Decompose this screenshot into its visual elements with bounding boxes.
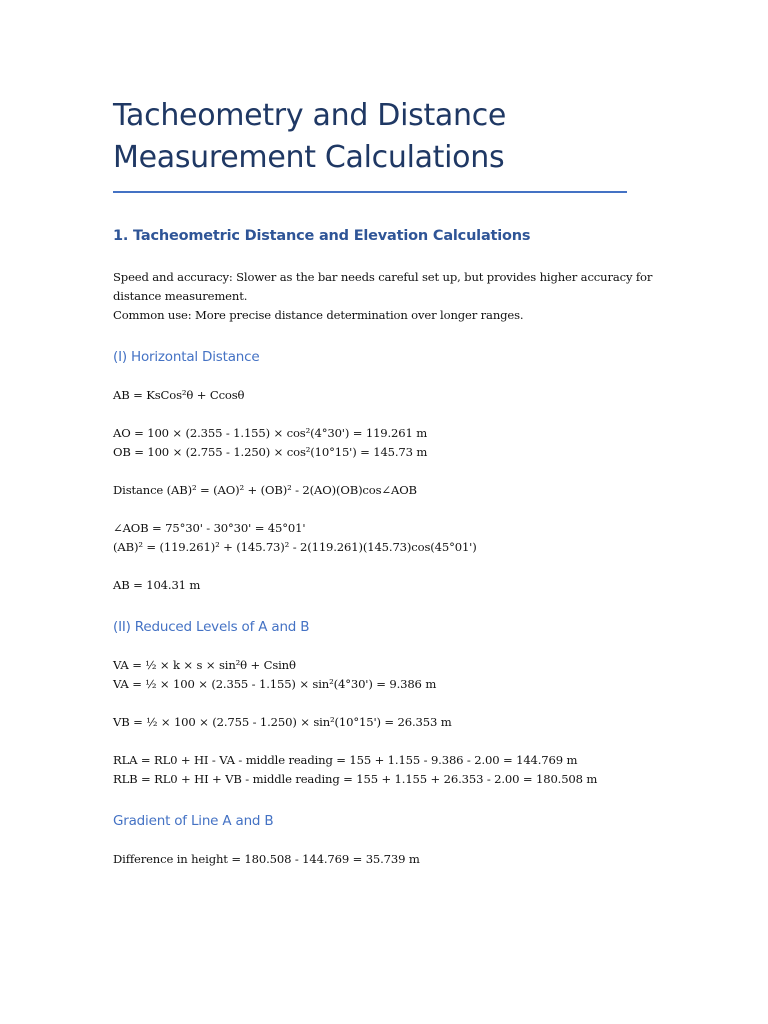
va-calc: VA = ½ × 100 × (2.355 - 1.155) × sin²(4°30') = 9.386 m (113, 677, 437, 691)
distance-formula: Distance (AB)² = (AO)² + (OB)² - 2(AO)(OB)cos∠AOB (113, 483, 417, 497)
intro-line-3: Common use: More precise distance determination over longer ranges. (113, 308, 524, 322)
vb-calc: VB = ½ × 100 × (2.755 - 1.250) × sin²(10°15') = 26.353 m (113, 715, 452, 729)
formula-ab: AB = KsCos²θ + Ccosθ (113, 388, 245, 402)
calc-ob: OB = 100 × (2.755 - 1.250) × cos²(10°15') = 145.73 m (113, 445, 428, 459)
va-formula: VA = ½ × k × s × sin²θ + Csinθ (113, 658, 296, 672)
ab-result: AB = 104.31 m (113, 578, 201, 592)
section-heading-1: 1. Tacheometric Distance and Elevation Calculations (113, 228, 531, 244)
angle-aob: ∠AOB = 75°30' - 30°30' = 45°01' (113, 521, 306, 535)
intro-line-1: Speed and accuracy: Slower as the bar needs careful set up, but provides higher accuracy for (113, 270, 653, 284)
calc-ao: AO = 100 × (2.355 - 1.155) × cos²(4°30') = 119.261 m (113, 426, 428, 440)
subheading-horizontal-distance: (I) Horizontal Distance (113, 349, 260, 365)
height-difference: Difference in height = 180.508 - 144.769 = 35.739 m (113, 852, 420, 866)
subheading-reduced-levels: (II) Reduced Levels of A and B (113, 619, 310, 635)
title-line-2: Measurement Calculations (113, 140, 505, 175)
subheading-gradient: Gradient of Line A and B (113, 813, 274, 829)
rla-calc: RLA = RL0 + HI - VA - middle reading = 155 + 1.155 - 9.386 - 2.00 = 144.769 m (113, 753, 578, 767)
title-line-1: Tacheometry and Distance (113, 98, 507, 133)
ab-squared: (AB)² = (119.261)² + (145.73)² - 2(119.261)(145.73)cos(45°01') (113, 540, 477, 554)
title-underline (113, 191, 627, 193)
document-title (113, 95, 627, 179)
intro-line-2: distance measurement. (113, 289, 248, 303)
rlb-calc: RLB = RL0 + HI + VB - middle reading = 155 + 1.155 + 26.353 - 2.00 = 180.508 m (113, 772, 598, 786)
